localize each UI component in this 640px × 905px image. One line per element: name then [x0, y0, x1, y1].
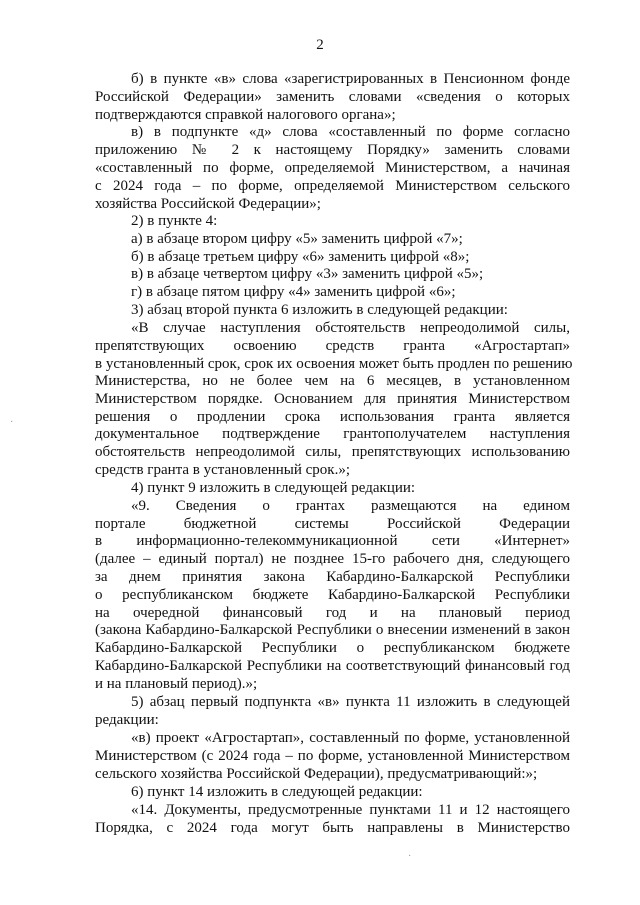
text-line: г) в абзаце пятом цифру «4» заменить цифрой «6»; — [131, 284, 456, 300]
text-line: средств гранта в установленный срок.»; — [95, 462, 350, 478]
text-line: (закона Кабардино-Балкарской Республики о внесении изменений в закон — [95, 622, 570, 638]
text-line: с 2024 года – по форме, определяемой Министерством сельского — [95, 178, 570, 194]
text-line: 2) в пункте 4: — [131, 213, 218, 229]
text-line: решения о продлении срока использования гранта является — [95, 409, 570, 425]
text-line: на очередной финансовый год и на плановый период — [95, 605, 570, 621]
text-line: приложению № 2 к настоящему Порядку» заменить словами — [95, 142, 570, 158]
text-line: и на плановый период).»; — [95, 676, 258, 692]
text-line: «в) проект «Агростартап», составленный по форме, установленной — [131, 730, 570, 746]
text-line: редакции: — [95, 712, 159, 728]
text-line: в установленный срок, срок их освоения может быть продлен по решению — [95, 356, 573, 372]
text-line: б) в абзаце третьем цифру «6» заменить цифрой «8»; — [131, 249, 470, 265]
text-line: Порядка, с 2024 года могут быть направлены в Министерство — [95, 820, 570, 836]
text-line: б) в пункте «в» слова «зарегистрированных в Пенсионном фонде — [131, 71, 570, 87]
text-line: портале бюджетной системы Российской Федерации — [95, 516, 570, 532]
text-line: 5) абзац первый подпункта «в» пункта 11 изложить в следующей — [131, 694, 570, 710]
page-number: 2 — [316, 37, 324, 53]
text-line: «9. Сведения о грантах размещаются на едином — [131, 498, 570, 514]
text-line: «В случае наступления обстоятельств непреодолимой силы, — [131, 320, 570, 336]
text-line: о республиканском бюджете Кабардино-Балкарской Республики — [95, 587, 570, 603]
text-line: документальное подтверждение грантополучателем наступления — [95, 426, 570, 442]
text-line: за днем принятия закона Кабардино-Балкарской Республики — [95, 569, 570, 585]
text-line: 6) пункт 14 изложить в следующей редакции: — [131, 784, 423, 800]
text-line: а) в абзаце втором цифру «5» заменить цифрой «7»; — [131, 231, 463, 247]
text-line: Министерством (с 2024 года – по форме, установленной Министерством — [95, 748, 570, 764]
text-line: препятствующих освоению средств гранта «Агростартап» — [95, 338, 570, 354]
text-line: Министерством порядке. Основанием для принятия Министерством — [95, 391, 570, 407]
text-line: «14. Документы, предусмотренные пунктами 11 и 12 настоящего — [131, 802, 570, 818]
scan-speck: · — [10, 417, 14, 428]
text-line: «составленный по форме, определяемой Министерством, а начиная — [95, 160, 570, 176]
text-line: подтверждаются справкой налогового органа»; — [95, 107, 396, 123]
text-line: (далее – единый портал) не позднее 15-го рабочего дня, следующего — [95, 551, 570, 567]
text-line: сельского хозяйства Российской Федерации), предусматривающий:»; — [95, 766, 538, 782]
text-line: Министерства, но не более чем на 6 месяцев, в установленном — [95, 373, 570, 389]
text-line: обстоятельств непреодолимой силы, препятствующих использованию — [95, 444, 570, 460]
text-line: Кабардино-Балкарской Республики о республиканском бюджете — [95, 640, 570, 656]
text-line: в) в подпункте «д» слова «составленный по форме согласно — [131, 124, 570, 140]
text-line: 4) пункт 9 изложить в следующей редакции: — [131, 480, 416, 496]
text-line: хозяйства Российской Федерации»; — [95, 196, 321, 212]
text-line: Российской Федерации» заменить словами «сведения о которых — [95, 89, 570, 105]
text-line: 3) абзац второй пункта 6 изложить в следующей редакции: — [131, 302, 508, 318]
text-line: в информационно-телекоммуникационной сети «Интернет» — [95, 533, 570, 549]
text-line: в) в абзаце четвертом цифру «3» заменить цифрой «5»; — [131, 266, 484, 282]
text-line: Кабардино-Балкарской Республики на соответствующий финансовый год — [95, 658, 570, 674]
scan-speck: · — [408, 851, 412, 862]
